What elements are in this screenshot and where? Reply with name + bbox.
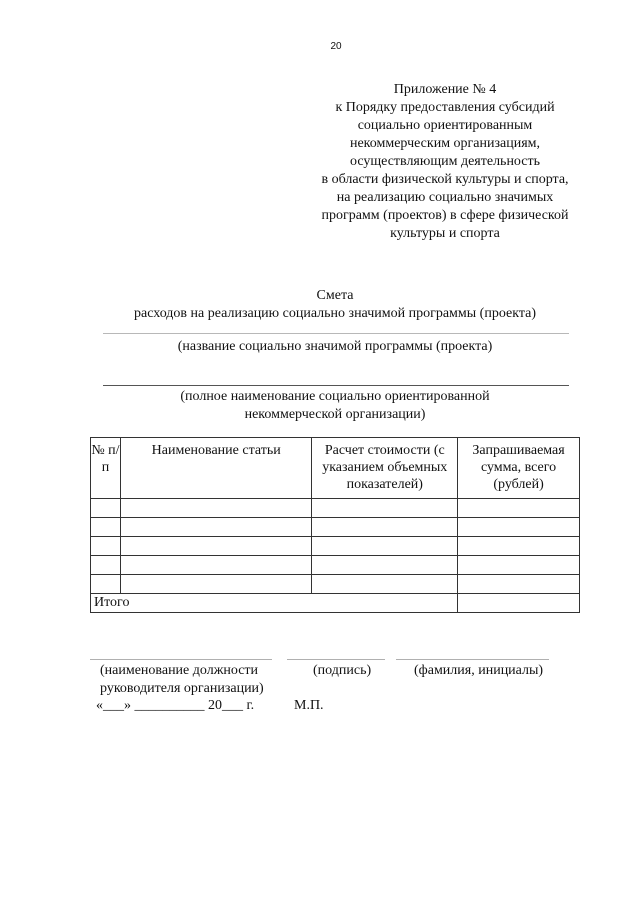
title-subheading: расходов на реализацию социально значимой программы (проекта) [134,306,536,321]
table-cell[interactable] [120,518,312,537]
position-label-line: (наименование должности [100,663,259,678]
table-cell[interactable] [458,499,580,518]
appendix-header [300,81,590,243]
total-label: Итого [91,594,458,613]
organization-caption-line: некоммерческой организации) [244,407,426,422]
table-cell[interactable] [458,518,580,537]
table-cell[interactable] [91,537,121,556]
seal-label: М.П. [294,698,324,713]
estimate-table [90,437,580,613]
appendix-line: программ (проектов) в сфере физической [321,208,569,223]
document-title [90,287,580,323]
appendix-line: социально ориентированным [357,118,533,133]
program-name-line [103,333,569,334]
signature-line [287,659,385,660]
table-row [91,556,580,575]
position-signature-line [90,659,272,660]
table-cell[interactable] [312,499,458,518]
title-heading: Смета [316,288,354,303]
table-cell[interactable] [91,499,121,518]
appendix-line: некоммерческим организациям, [349,136,541,151]
column-header-item: Наименование статьи [120,438,312,499]
table-cell[interactable] [312,575,458,594]
total-row [91,594,580,613]
table-cell[interactable] [91,556,121,575]
table-row [91,499,580,518]
table-cell[interactable] [120,556,312,575]
total-amount-cell[interactable] [458,594,580,613]
table-cell[interactable] [312,518,458,537]
table-row [91,537,580,556]
table-cell[interactable] [91,518,121,537]
organization-name-line [103,385,569,386]
organization-caption-line: (полное наименование социально ориентированной [180,389,490,404]
program-name-caption: (название социально значимой программы (проекта) [177,339,493,354]
table-row [91,518,580,537]
table-cell[interactable] [91,575,121,594]
appendix-line: в области физической культуры и спорта, [321,172,569,187]
position-label [100,662,264,698]
appendix-line: осуществляющим деятельность [349,154,541,169]
appendix-line: на реализацию социально значимых [336,190,554,205]
page-number: 20 [330,41,342,52]
appendix-line: культуры и спорта [390,226,500,241]
table-row [91,575,580,594]
name-label: (фамилия, инициалы) [414,663,544,678]
table-header-row [91,438,580,499]
table-cell[interactable] [458,537,580,556]
signature-label: (подпись) [313,663,372,678]
appendix-line: к Порядку предоставления субсидий [335,100,555,115]
column-header-calculation: Расчет стоимости (с указанием объемных показателей) [312,438,458,499]
table-cell[interactable] [120,499,312,518]
table-cell[interactable] [120,575,312,594]
table-cell[interactable] [458,575,580,594]
position-label-line: руководителя организации) [100,681,264,696]
name-signature-line [396,659,549,660]
table-cell[interactable] [120,537,312,556]
table-cell[interactable] [458,556,580,575]
appendix-line: Приложение № 4 [393,82,497,97]
date-line: «___» __________ 20___ г. [96,698,255,713]
table-cell[interactable] [312,537,458,556]
column-header-number: № п/п [91,438,121,499]
organization-caption [90,388,580,424]
table-cell[interactable] [312,556,458,575]
column-header-amount: Запрашиваемая сумма, всего (рублей) [458,438,580,499]
